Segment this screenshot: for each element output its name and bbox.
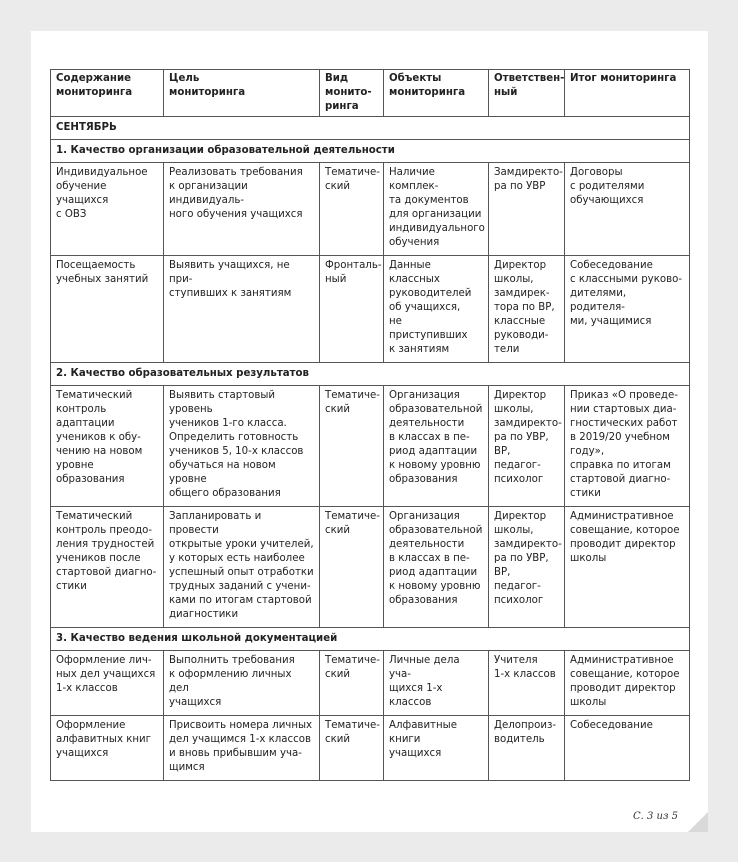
cell-type: Фронталь- ный bbox=[320, 256, 384, 363]
cell-responsible: Директор школы, замдиректо- ра по УВР, ВР, педагог- психолог bbox=[489, 507, 565, 628]
cell-goal: Выполнить требования к оформлению личных дел учащихся bbox=[164, 651, 320, 716]
cell-responsible: Директор школы, замдиректо- ра по УВР, ВР, педагог- психолог bbox=[489, 386, 565, 507]
header-objects: Объекты мониторинга bbox=[384, 70, 489, 117]
cell-objects: Организация образовательной деятельности в классах в пе- риод адаптации к новому уровню образования bbox=[384, 386, 489, 507]
header-row bbox=[51, 70, 690, 117]
header-type: Вид монито- ринга bbox=[320, 70, 384, 117]
table-row bbox=[51, 256, 690, 363]
cell-content: Оформление алфавитных книг учащихся bbox=[51, 716, 164, 781]
table-row bbox=[51, 386, 690, 507]
table-row bbox=[51, 651, 690, 716]
cell-objects: Личные дела уча- щихся 1-х классов bbox=[384, 651, 489, 716]
cell-content: Посещаемость учебных занятий bbox=[51, 256, 164, 363]
cell-result: Административное совещание, которое проводит директор школы bbox=[565, 507, 690, 628]
page-number: С. 3 из 5 bbox=[633, 811, 678, 822]
cell-goal: Выявить учащихся, не при- ступивших к занятиям bbox=[164, 256, 320, 363]
month-row bbox=[51, 117, 690, 140]
cell-type: Тематиче- ский bbox=[320, 651, 384, 716]
section-title: 3. Качество ведения школьной документацией bbox=[51, 628, 690, 651]
cell-objects: Организация образовательной деятельности в классах в пе- риод адаптации к новому уровню образования bbox=[384, 507, 489, 628]
cell-goal: Реализовать требования к организации индивидуаль- ного обучения учащихся bbox=[164, 163, 320, 256]
cell-result: Приказ «О проведе- нии стартовых диа- гностических работ в 2019/20 учебном году», справка по итогам стартовой диагно- стики bbox=[565, 386, 690, 507]
header-result: Итог мониторинга bbox=[565, 70, 690, 117]
cell-result: Собеседование bbox=[565, 716, 690, 781]
cell-type: Тематиче- ский bbox=[320, 716, 384, 781]
cell-goal: Запланировать и провести открытые уроки учителей, у которых есть наиболее успешный опыт отработки трудных заданий с учени- ками по итогам стартовой диагностики bbox=[164, 507, 320, 628]
section-row bbox=[51, 140, 690, 163]
cell-type: Тематиче- ский bbox=[320, 163, 384, 256]
cell-responsible: Директор школы, замдирек- тора по ВР, классные руководи- тели bbox=[489, 256, 565, 363]
cell-content: Оформление лич- ных дел учащихся 1-х классов bbox=[51, 651, 164, 716]
table-row bbox=[51, 716, 690, 781]
section-row bbox=[51, 628, 690, 651]
cell-content: Тематический контроль адаптации учеников к обу- чению на новом уровне образования bbox=[51, 386, 164, 507]
cell-result: Собеседование с классными руково- дителями, родителя- ми, учащимися bbox=[565, 256, 690, 363]
document-page bbox=[31, 31, 708, 832]
cell-objects: Алфавитные книги учащихся bbox=[384, 716, 489, 781]
cell-objects: Данные классных руководителей об учащихся, не приступивших к занятиям bbox=[384, 256, 489, 363]
cell-result: Договоры с родителями обучающихся bbox=[565, 163, 690, 256]
table-row bbox=[51, 507, 690, 628]
month-label: СЕНТЯБРЬ bbox=[51, 117, 690, 140]
header-content: Содержание мониторинга bbox=[51, 70, 164, 117]
cell-objects: Наличие комплек- та документов для организации индивидуального обучения bbox=[384, 163, 489, 256]
cell-type: Тематиче- ский bbox=[320, 507, 384, 628]
cell-type: Тематиче- ский bbox=[320, 386, 384, 507]
cell-responsible: Учителя 1-х классов bbox=[489, 651, 565, 716]
table-row bbox=[51, 163, 690, 256]
page-corner-fold bbox=[688, 812, 708, 832]
section-title: 1. Качество организации образовательной деятельности bbox=[51, 140, 690, 163]
cell-responsible: Делопроиз- водитель bbox=[489, 716, 565, 781]
cell-content: Индивидуальное обучение учащихся с ОВЗ bbox=[51, 163, 164, 256]
cell-responsible: Замдиректо- ра по УВР bbox=[489, 163, 565, 256]
cell-content: Тематический контроль преодо- ления трудностей учеников после стартовой диагно- стики bbox=[51, 507, 164, 628]
section-title: 2. Качество образовательных результатов bbox=[51, 363, 690, 386]
cell-goal: Присвоить номера личных дел учащимся 1-х классов и вновь прибывшим уча- щимся bbox=[164, 716, 320, 781]
cell-goal: Выявить стартовый уровень учеников 1-го класса. Определить готовность учеников 5, 10-х классов обучаться на новом уровне общего образования bbox=[164, 386, 320, 507]
header-goal: Цель мониторинга bbox=[164, 70, 320, 117]
header-responsible: Ответствен- ный bbox=[489, 70, 565, 117]
section-row bbox=[51, 363, 690, 386]
monitoring-table bbox=[50, 69, 690, 781]
cell-result: Административное совещание, которое проводит директор школы bbox=[565, 651, 690, 716]
